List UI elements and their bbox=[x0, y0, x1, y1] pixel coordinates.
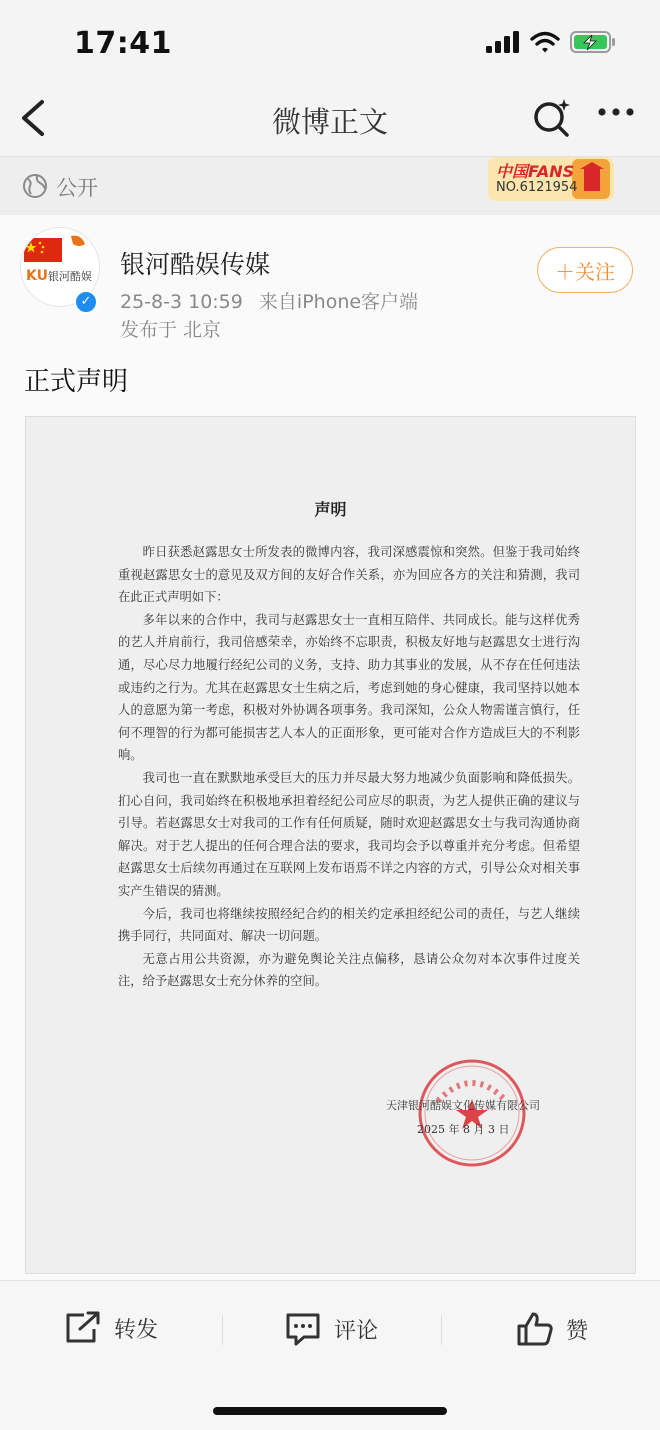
wifi-icon bbox=[530, 31, 560, 53]
divider bbox=[441, 1315, 442, 1345]
post-meta bbox=[120, 287, 418, 314]
globe-icon bbox=[22, 173, 48, 199]
avatar-logo-text: KU银河酷娱 bbox=[26, 268, 92, 284]
repost-button[interactable] bbox=[64, 1311, 158, 1345]
company-seal bbox=[416, 1057, 528, 1169]
repost-icon bbox=[64, 1311, 102, 1345]
status-time: 17:41 bbox=[74, 26, 172, 61]
fans-badge-number: NO.6121954 bbox=[496, 180, 578, 195]
statement-date: 2025 年 8 月 3 日 bbox=[417, 1123, 510, 1136]
divider bbox=[222, 1315, 223, 1345]
statement-paragraph: 多年以来的合作中，我司与赵露思女士一直相互陪伴、共同成长。能与这样优秀的艺人并肩前行，我司倍感荣幸，亦始终不忘职责，积极友好地与赵露思女士进行沟通，尽心尽力地履行经纪公司的义务，支持、助力其事业的发展，从不存在任何违法或违约之行为。尤其在赵露思女士生病之后，考虑到她的身心健康，我司坚持以她本人的意愿为第一考虑，积极对外协调各项事务。我司深知，公众人物需谨言慎行，任何不理智的行为都可能损害艺人本人的正面形象，更可能对合作方造成巨大的不利影响。 bbox=[118, 612, 580, 763]
follow-button[interactable]: ＋关注 bbox=[537, 247, 633, 293]
status-bar bbox=[0, 0, 660, 88]
page-title: 微博正文 bbox=[271, 105, 388, 139]
comment-label: 评论 bbox=[334, 1318, 379, 1344]
statement-paragraph: 今后，我司也将继续按照经纪合约的相关约定承担经纪公司的责任，与艺人继续携手同行，共同面对、解决一切问题。 bbox=[118, 906, 580, 944]
fans-badge bbox=[488, 157, 614, 203]
fans-badge-title: 中国FANS bbox=[496, 162, 575, 181]
signal-icon bbox=[486, 31, 520, 53]
post-location: 发布于 北京 bbox=[120, 319, 222, 341]
nav-bar bbox=[0, 88, 660, 150]
visibility-row bbox=[0, 156, 660, 216]
statement-company: 天津银河酷娱文化传媒有限公司 bbox=[386, 1099, 540, 1112]
post-title: 正式声明 bbox=[24, 367, 129, 397]
more-icon[interactable] bbox=[596, 106, 636, 118]
search-icon[interactable] bbox=[530, 96, 574, 140]
statement-paragraph: 昨日获悉赵露思女士所发表的微博内容，我司深感震惊和突然。但鉴于我司始终重视赵露思女士的意见及双方间的友好合作关系，亦为回应各方的关注和猜测，我司在此正式声明如下： bbox=[118, 545, 580, 605]
verified-icon: ✓ bbox=[74, 290, 98, 314]
post-source: 来自iPhone客户端 bbox=[258, 291, 419, 313]
thumbs-up-icon bbox=[516, 1311, 554, 1347]
like-button[interactable] bbox=[516, 1311, 588, 1347]
statement-paragraph: 我司也一直在默默地承受巨大的压力并尽最大努力地减少负面影响和降低损失。扪心自问，我司始终在积极地承担着经纪公司应尽的职责，为艺人提供正确的建议与引导。若赵露思女士对我司的工作有任何质疑，随时欢迎赵露思女士与我司沟通协商解决。对于艺人提出的任何合理合法的要求，我司均会予以尊重并充分考虑。但希望赵露思女士后续勿再通过在互联网上发布语焉不详之内容的方式，引导公众对相关事实产生错误的猜测。 bbox=[118, 770, 580, 898]
post-timestamp: 25-8-3 10:59 bbox=[120, 291, 243, 313]
repost-label: 转发 bbox=[114, 1317, 159, 1343]
statement-paragraph: 无意占用公共资源，亦为避免舆论关注点偏移，恳请公众勿对本次事件过度关注，给予赵露思女士充分休养的空间。 bbox=[118, 951, 580, 989]
battery-charging-icon bbox=[570, 30, 616, 54]
statement-image[interactable] bbox=[25, 416, 636, 1274]
home-indicator[interactable] bbox=[213, 1407, 447, 1415]
comment-icon bbox=[284, 1311, 322, 1347]
author-name[interactable]: 银河酷娱传媒 bbox=[120, 250, 271, 279]
post-card bbox=[0, 215, 660, 1280]
comment-button[interactable] bbox=[284, 1311, 378, 1347]
statement-heading: 声明 bbox=[314, 500, 347, 519]
status-icons bbox=[486, 30, 616, 54]
like-label: 赞 bbox=[566, 1318, 589, 1344]
visibility-label: 公开 bbox=[56, 176, 98, 200]
statement-body bbox=[118, 541, 580, 993]
